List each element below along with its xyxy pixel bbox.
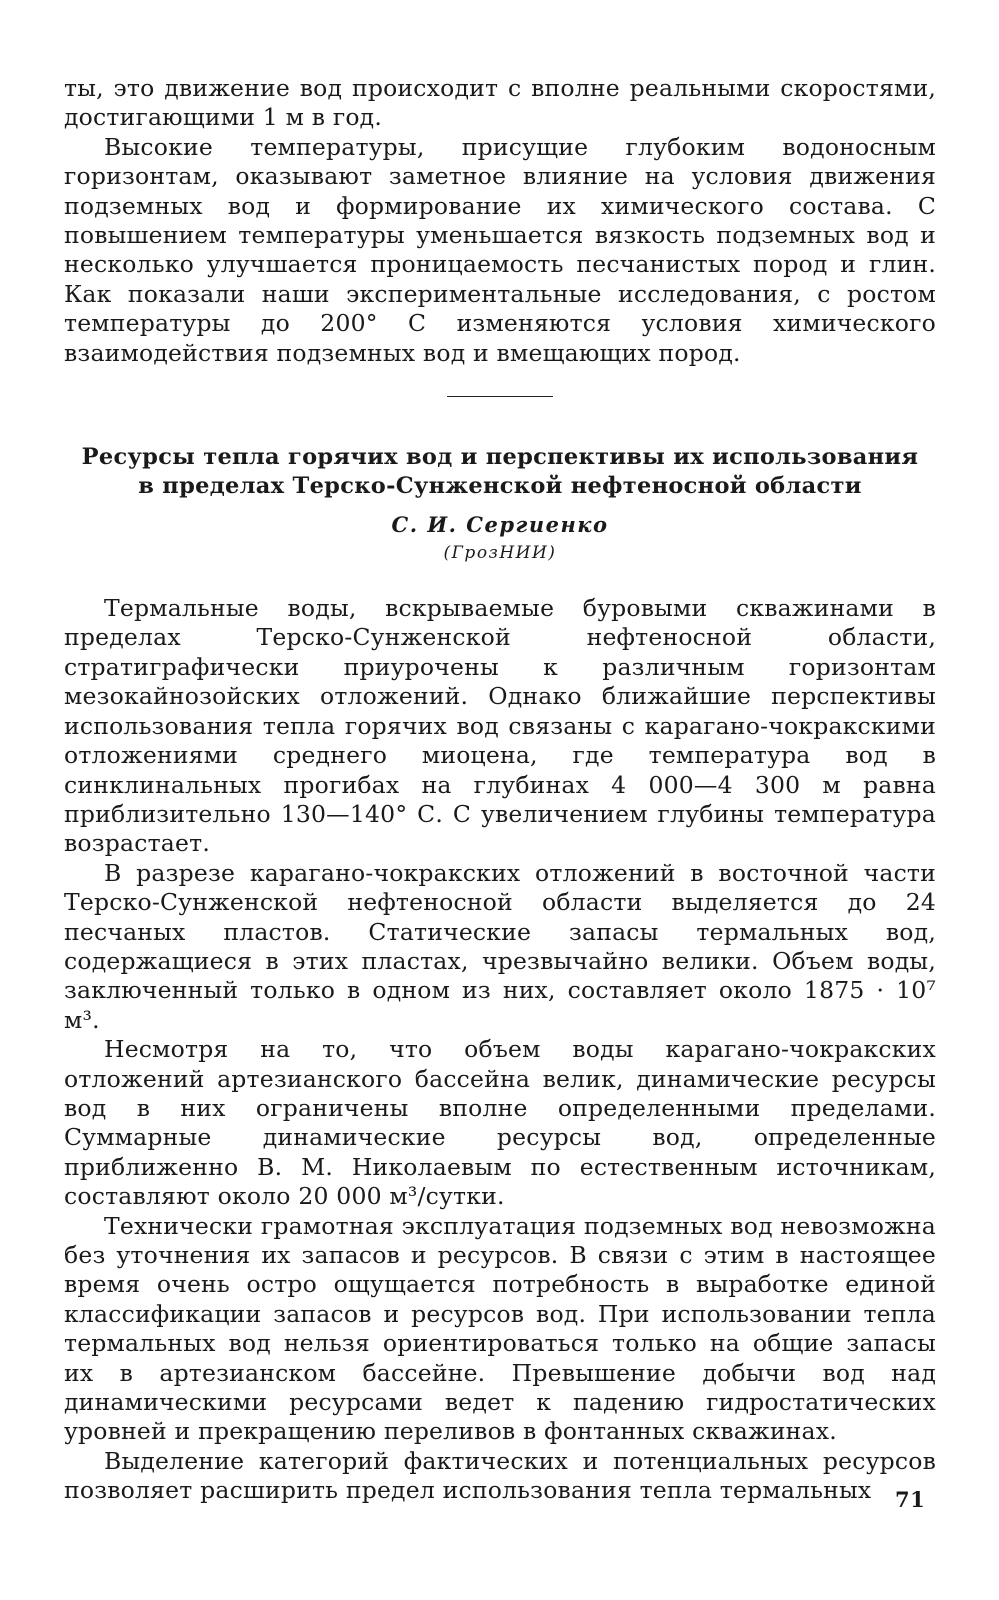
body-paragraph: Несмотря на то, что объем воды карагано-чокракских отложений артезианского бассейна велик, динамические ресурсы вод в них ограничены вполне определенными пределами. Суммарные динамические ресурсы вод, определенные приближенно В. М. Николаевым по естественным источникам, составляют около 20 000 м³/сутки. — [64, 1035, 936, 1211]
article-title-line-1: Ресурсы тепла горячих вод и перспективы их использования — [81, 444, 919, 471]
body-paragraph: В разрезе карагано-чокракских отложений в восточной части Терско-Сунженской нефтеносной области выделяется до 24 песчаных пластов. Статические запасы термальных вод, содержащиеся в этих пластах, чрезвычайно велики. Объем воды, заключенный только в одном из них, составляет около 1875 · 10⁷ м³. — [64, 858, 936, 1034]
intro-paragraph: Высокие температуры, присущие глубоким водоносным горизонтам, оказывают заметное влияние на условия движения подземных вод и формирование их химического состава. С повышением температуры уменьшается вязкость подземных вод и несколько улучшается проницаемость песчанистых пород и глин. Как показали наши экспериментальные исследования, с ростом температуры до 200° С изменяются условия химического взаимодействия подземных вод и вмещающих пород. — [64, 132, 936, 367]
body-paragraph: Термальные воды, вскрываемые буровыми скважинами в пределах Терско-Сунженской нефтеносной области, стратиграфически приурочены к различным горизонтам мезокайнозойских отложений. Однако ближайшие перспективы использования тепла горячих вод связаны с карагано-чокракскими отложениями среднего миоцена, где температура вод в синклинальных прогибах на глубинах 4 000—4 300 м равна приблизительно 130—140° С. С увеличением глубины температура возрастает. — [64, 594, 936, 858]
page-content — [64, 74, 936, 1506]
page-number: 71 — [895, 1487, 926, 1512]
article-title — [64, 443, 936, 501]
author-affiliation: (ГрозНИИ) — [443, 543, 557, 564]
section-divider — [447, 396, 553, 397]
article-author: С. И. Сергиенко — [391, 512, 609, 538]
article-title-line-2: в пределах Терско-Сунженской нефтеносной области — [138, 473, 862, 500]
body-paragraph: Технически грамотная эксплуатация подземных вод невозможна без уточнения их запасов и ресурсов. В связи с этим в настоящее время очень остро ощущается потребность в выработке единой классификации запасов и ресурсов вод. При использовании тепла термальных вод нельзя ориентироваться только на общие запасы их в артезианском бассейне. Превышение добычи вод над динамическими ресурсами ведет к падению гидростатических уровней и прекращению переливов в фонтанных скважинах. — [64, 1211, 936, 1446]
intro-paragraph-continued: ты, это движение вод происходит с вполне реальными скоростями, достигающими 1 м в год. — [64, 74, 936, 132]
body-paragraph: Выделение категорий фактических и потенциальных ресурсов позволяет расширить предел использования тепла термальных — [64, 1446, 936, 1505]
